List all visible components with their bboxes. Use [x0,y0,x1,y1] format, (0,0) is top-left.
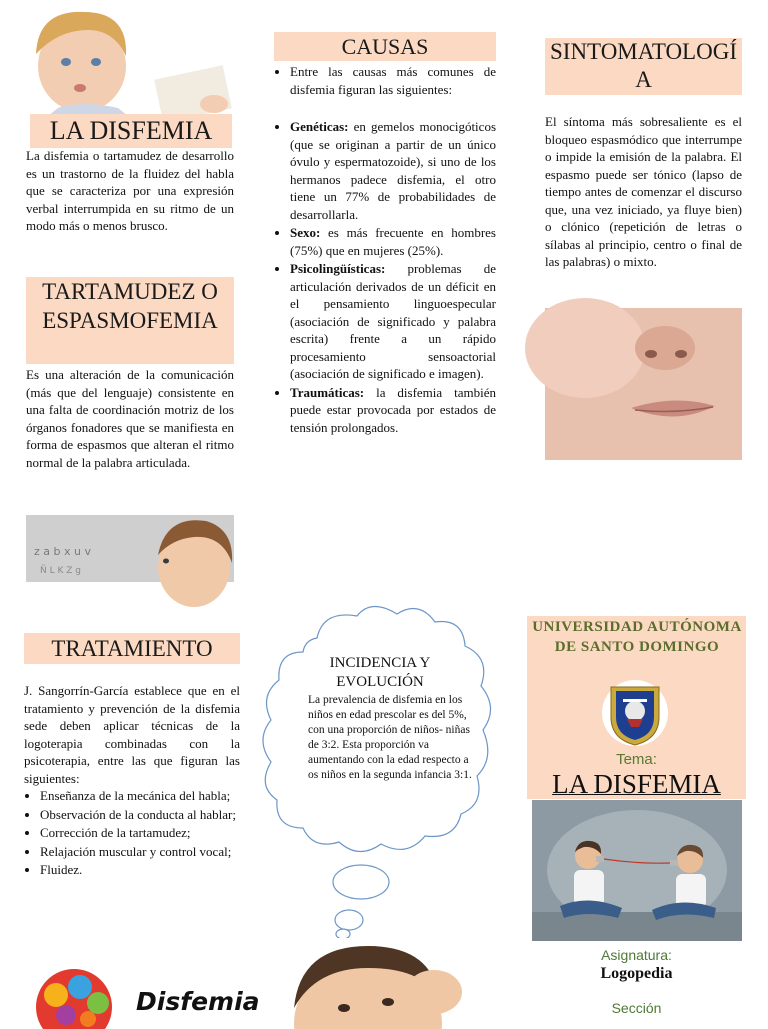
causas-intro: • Entre las causas más comunes de disfemia figuran las siguientes: [290,63,496,98]
university-seal-icon [601,679,669,747]
seccion-label: Sección [611,1000,662,1016]
cause-text: es más frecuente en hombres (75%) que en mujeres (25%). [290,225,496,258]
cause-text: problemas de articulación derivados de un déficit en el pensamiento linguoespecular (asociación de significado y palabra escrita) frente a un rápido procesamiento sensoactorial (asociación de significado e imagen). [290,261,496,381]
thought-bubble-large [333,865,389,899]
disfemia-logo-image [22,957,260,1024]
mouth-closeup-photo [545,308,742,460]
subtitle-tartamudez [26,277,234,364]
sintomatologia-text: El síntoma más sobresaliente es el bloqueo espasmódico que interrumpe o impide la emisión de la palabra. El espasmo puede ser tónico (lapso de tiempo antes de comenzar el discurso que, una vez iniciado, ya fluye bien) o clónico (repetición de letras o sílabas al principio, centro o final de las palabras) o mixto. [545,114,742,269]
child-photo [18,4,233,116]
list-item: • Corrección de la tartamudez; [40,824,240,842]
svg-text:Ñ L K Z g: Ñ L K Z g [40,566,81,576]
incidencia-text: La prevalencia de disfemia en los niños en edad prescolar es del 5%, con una proporción de niños- niñas de 3:2. Esta proporción va aumentando con la edad respecto a os niños en la segunda infancia 3:1. [308,694,472,781]
university-name: UNIVERSIDAD AUTÓNOMA DE SANTO DOMINGO [532,619,742,655]
list-item: • Observación de la conducta al hablar; [40,806,240,824]
list-item [290,224,496,259]
title-text: LA DISFEMIA [49,116,213,145]
title-causas [274,32,496,61]
title-tratamiento [24,633,240,664]
title-text: TRATAMIENTO [51,636,213,661]
logo-text: Disfemia [136,987,260,1016]
cause-label: Traumáticas: [290,384,365,400]
list-item [290,260,496,383]
tratamiento-intro: J. Sangorrín-García establece que en el tratamiento y prevención de la disfemia sede deben aplicar técnicas de la logoterapia combinadas con la psicoterapia, entre las que figuran las siguientes: [24,683,240,786]
thought-bubble-medium [335,910,363,930]
svg-text:z a b x u v: z a b x u v [34,545,91,558]
thinking-child-photo [276,938,490,1024]
title-text: SINTOMATOLOGÍA [550,39,737,92]
tema-label: Tema: [616,751,657,768]
asignatura-value: Logopedia [600,965,673,982]
list-item: • Enseñanza de la mecánica del habla; [40,787,240,805]
cause-label: Sexo: [290,225,321,240]
list-item: • Relajación muscular y control vocal; [40,843,240,861]
asignatura-label: Asignatura: [601,947,672,963]
incidencia-title: INCIDENCIA Y EVOLUCIÓN [329,655,431,690]
cause-label: Psicolingüísticas: [290,261,386,276]
subtitle-text: TARTAMUDEZ O ESPASMOFEMIA [42,279,218,333]
title-sintomatologia [545,38,742,95]
cause-text: en gemelos monocigóticos (que se originan a partir de un único óvulo y espermatozoide), si uno de los hermanos padece disfemia, el otro tiene un 77% de probabilidades de desarrollarla. [290,119,496,222]
children-phone-photo [532,800,742,941]
tema-value: LA DISFEMIA [552,769,721,799]
tratamiento-block [24,682,240,880]
tartamudez-definition: Es una alteración de la comunicación (más que del lenguaje) consistente en una falta de coordinación motriz de los órganos fonadores que se manifiesta en forma de espasmos que alteran el ritmo normal de la palabra articulada. [26,367,234,470]
list-item: • Fluidez. [40,861,240,879]
causas-list [274,63,496,437]
cause-text: la disfemia también puede estar provocada por estados de tensión prolongados. [290,384,496,435]
list-item [290,384,496,437]
title-la-disfemia [30,114,232,148]
disfemia-definition: La disfemia o tartamudez de desarrollo es un trastorno de la fluidez del habla que se caracteriza por una expresión verbal interrumpida en su ritmo de un modo más o menos brusco. [26,148,234,233]
list-item [290,118,496,223]
child-profile-photo [26,515,234,582]
cause-label: Genéticas: [290,119,349,134]
title-text: CAUSAS [341,34,429,59]
